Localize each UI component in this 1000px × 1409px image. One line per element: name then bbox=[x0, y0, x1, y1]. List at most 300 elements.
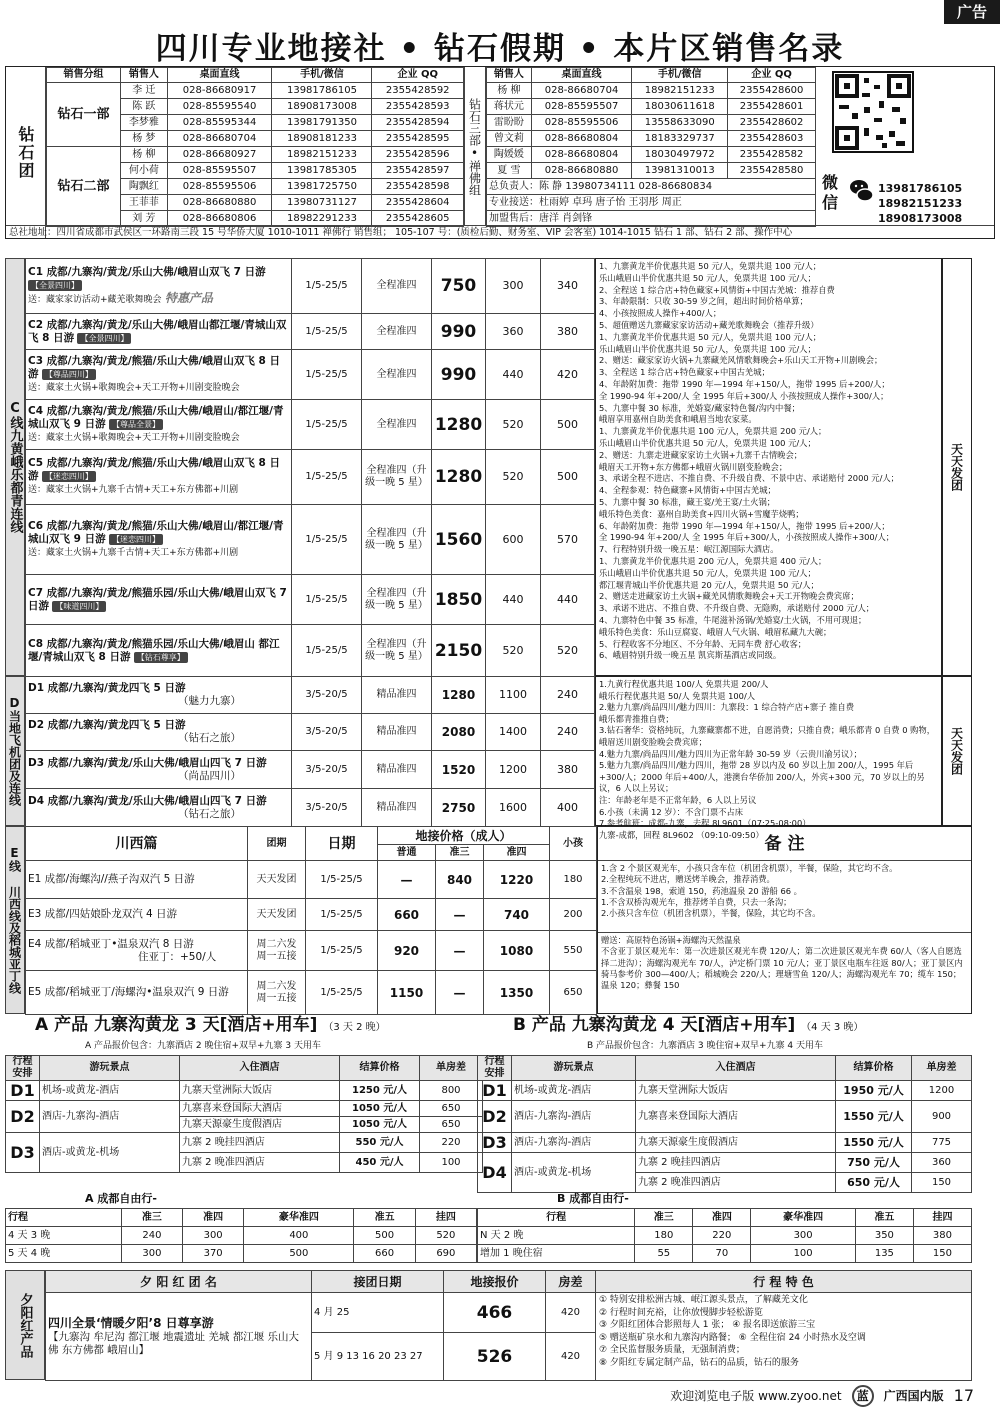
col-head: 企业 QQ bbox=[728, 68, 816, 83]
note-line: 2、赠送：藏家家访火锅+九寨藏羌风情歌舞晚会+乐山天工开物+川剧晚会； bbox=[599, 355, 883, 366]
b-product-title: B 产品 九寨沟黄龙 4 天[酒店+用车] bbox=[513, 1015, 796, 1035]
group-label: 钻石一部 bbox=[47, 83, 121, 147]
free-head: 挂四 bbox=[913, 1209, 971, 1227]
route-standard: 精品准四 bbox=[362, 714, 432, 751]
c-section-table bbox=[25, 258, 595, 676]
note-line: 6、峨眉特别升级一晚五星 凯宾斯基酒店或同级。 bbox=[599, 650, 782, 661]
route-date: 3/5-20/5 bbox=[292, 714, 362, 751]
price-kid: 650 bbox=[550, 971, 597, 1015]
after-sales-line: 加盟售后：唐洋 肖剑锋 bbox=[487, 211, 816, 227]
route-standard: 全程准四 bbox=[362, 400, 432, 450]
note-line: 1.不含双桥沟观光车，推荐烤羊自费，只去一条沟； bbox=[601, 896, 792, 907]
day-label: D3 bbox=[6, 1133, 40, 1173]
sales-qq: 2355428595 bbox=[372, 131, 464, 147]
col-head: 手机/微信 bbox=[632, 68, 728, 83]
sales-phone: 028-86680804 bbox=[531, 147, 632, 163]
sales-mobile: 13981785305 bbox=[272, 163, 372, 179]
sales-side-label: 钻石团 bbox=[6, 67, 46, 238]
hotel: 九寨 2 晚挂四酒店 bbox=[636, 1153, 836, 1173]
hotel: 九寨 2 晚挂四酒店 bbox=[180, 1133, 340, 1153]
route-date: 1/5-25/5 bbox=[306, 931, 378, 971]
free-a-title: A 成都自由行- bbox=[85, 1192, 157, 1205]
price-adult: 750 bbox=[432, 259, 486, 314]
room-diff: 100 bbox=[420, 1153, 483, 1173]
note-line: 3.不含温泉 198，索道 150，药池温泉 20 游船 66 。 bbox=[601, 885, 802, 896]
d-section-table bbox=[25, 676, 595, 826]
route-date: 1/5-25/5 bbox=[292, 350, 362, 400]
note-line: 1.九黄行程优惠共退 100/人 免票共退 200/人 bbox=[599, 679, 769, 689]
spot: 酒店-九寨沟-酒店 bbox=[512, 1101, 636, 1133]
route-name: C8 成都/九寨沟/黄龙/熊猫乐园/乐山大佛/峨眉山 都江堰/青城山双飞 8 日游 bbox=[28, 637, 280, 663]
sales-phone: 028-85595506 bbox=[167, 179, 272, 195]
sales-phone: 028-86680880 bbox=[531, 163, 632, 179]
route-name: C2 成都/九寨沟/黄龙/乐山大佛/峨眉山都江堰/青城山双飞 8 日游 bbox=[28, 318, 287, 344]
sunset-head: 接团日期 bbox=[312, 1271, 444, 1293]
spot: 酒店-或黄龙-机场 bbox=[40, 1133, 180, 1173]
price-adult: 1280 bbox=[432, 450, 486, 505]
b-head: 入住酒店 bbox=[636, 1056, 836, 1081]
price-extra: 500 bbox=[541, 400, 595, 450]
free-cell: 520 bbox=[415, 1227, 476, 1245]
free-head: 豪华准四 bbox=[244, 1209, 354, 1227]
price-child: 600 bbox=[486, 505, 541, 575]
route-standard: 全程准四（升级一晚 5 星） bbox=[362, 450, 432, 505]
note-line: 峨眉享用嘉州自助美食和峨眉当地农家菜。 bbox=[599, 414, 757, 425]
note-line: 6、年龄附加费：拖带 1990 年—1994 年+150/人，拖带 1995 后+200/人； bbox=[599, 520, 890, 531]
day-label: D1 bbox=[478, 1081, 512, 1101]
footer bbox=[0, 1382, 1000, 1409]
route-date: 1/5-25/5 bbox=[292, 575, 362, 625]
sales-mobile: 13980731127 bbox=[272, 195, 372, 211]
price-adult: 990 bbox=[432, 350, 486, 400]
sales-mobile: 13981786105 bbox=[272, 83, 372, 99]
note-line: 4、全程参观：特色藏寨+风情街+中国古羌城； bbox=[599, 485, 776, 496]
sunset-price: 466 bbox=[444, 1293, 546, 1333]
free-cell: 100 bbox=[751, 1245, 855, 1263]
e-head-price: 地接价格（成人） bbox=[378, 827, 550, 845]
route-standard: 全程准四 bbox=[362, 350, 432, 400]
sales-name: 何小荷 bbox=[121, 163, 168, 179]
sales-name: 陶媛媛 bbox=[487, 147, 532, 163]
sales-phone: 028-86680880 bbox=[167, 195, 272, 211]
room-diff: 650 bbox=[420, 1101, 483, 1117]
note-line: 1、九寨黄龙半价优惠共退 100 元/人，免票共退 200 元/人； bbox=[599, 426, 827, 437]
e-head-kid: 小孩 bbox=[550, 827, 597, 861]
price-q3: 840 bbox=[436, 861, 484, 899]
hotel: 九寨 2 晚准四酒店 bbox=[636, 1173, 836, 1193]
sales-phone: 028-85595507 bbox=[531, 99, 632, 115]
wechat-label: 微信 bbox=[822, 173, 839, 212]
route-name: C7 成都/九寨沟/黄龙/熊猫乐园/乐山大佛/峨眉山双飞 7 日游 bbox=[28, 586, 287, 612]
route-name: D2 成都/九寨沟/黄龙四飞 5 日游 bbox=[28, 719, 186, 731]
room-diff: 775 bbox=[912, 1133, 972, 1153]
free-cell: 5 天 4 晚 bbox=[6, 1245, 122, 1263]
sales-mobile: 18982151233 bbox=[272, 147, 372, 163]
price-normal: 920 bbox=[378, 931, 436, 971]
d-section-label: D当地飞机团及连线 bbox=[5, 676, 25, 826]
note-line: 峨眉天工开物+东方佛都+峨眉火锅川剧变脸晚会； bbox=[599, 461, 788, 472]
price-q3: — bbox=[436, 899, 484, 931]
a-head: 入住酒店 bbox=[180, 1056, 340, 1081]
note-line: 乐山峨眉山半价优惠共退 50 元/人，免票共退 100 元/人； bbox=[599, 272, 816, 283]
hotel: 九寨喜来登国际大酒店 bbox=[180, 1101, 340, 1117]
d-daily-label: 天天发团 bbox=[942, 676, 972, 826]
b-head: 行程安排 bbox=[478, 1056, 512, 1081]
sunset-date: 5 月 9 13 16 20 23 27 bbox=[312, 1333, 444, 1381]
free-cell: 增加 1 晚住宿 bbox=[478, 1245, 635, 1263]
sales-phone: 028-86680927 bbox=[167, 147, 272, 163]
price-extra: 440 bbox=[541, 575, 595, 625]
sales-phone: 028-85595507 bbox=[167, 163, 272, 179]
day-label: D1 bbox=[6, 1081, 40, 1101]
price-extra: 240 bbox=[541, 677, 595, 714]
price-child: 1600 bbox=[486, 789, 541, 827]
price-extra: 240 bbox=[541, 714, 595, 751]
price-adult: 2150 bbox=[432, 625, 486, 677]
sunset-diff: 420 bbox=[546, 1333, 596, 1381]
route-group: 周二六发 周一五接 bbox=[248, 931, 306, 971]
route-group: 天天发团 bbox=[248, 899, 306, 931]
note-line: 全 1990-94 年+200/人 全 1995 年后+300/人，小孩按照成人操作+300/人； bbox=[599, 532, 895, 543]
route-name: D1 成都/九寨沟/黄龙四飞 5 日游 bbox=[28, 682, 186, 694]
reception-line: 专业接送：杜雨婷 卓玛 唐子怡 王羽彤 周正 bbox=[487, 195, 816, 211]
route-standard: 精品准四 bbox=[362, 789, 432, 827]
sunset-table bbox=[45, 1270, 972, 1380]
price-q4: 1220 bbox=[484, 861, 550, 899]
free-cell: 380 bbox=[913, 1227, 971, 1245]
price-adult: 990 bbox=[432, 314, 486, 350]
sales-qq: 2355428596 bbox=[372, 147, 464, 163]
col-head: 销售分组 bbox=[47, 68, 121, 83]
route-badge: 【味道四川】 bbox=[52, 601, 106, 612]
sales-mobile: 18908181233 bbox=[272, 131, 372, 147]
sales-phone: 028-86680704 bbox=[167, 131, 272, 147]
note-line: 峨乐行程优惠共退 50/人 免票共退 100/人 bbox=[599, 690, 756, 701]
sales-mobile: 13981310013 bbox=[632, 163, 728, 179]
free-cell: 180 bbox=[635, 1227, 693, 1245]
route-date: 3/5-20/5 bbox=[292, 751, 362, 789]
sales-qq: 2355428580 bbox=[728, 163, 816, 179]
hotel: 九寨 2 晚准四酒店 bbox=[180, 1153, 340, 1173]
note-line: 4、小孩按照成人操作+400/人； bbox=[599, 308, 722, 319]
note-line: 都江堰青城山半价优惠共退 20 元/人，免票共退 50 元/人； bbox=[599, 579, 819, 590]
sunset-diff: 420 bbox=[546, 1293, 596, 1333]
note-line: 2、赠送走进藏家访土火锅+藏羌风情歌舞晚会+天工开物晚会费宾席； bbox=[599, 591, 859, 602]
day-label: D2 bbox=[6, 1101, 40, 1133]
wechat-number: 13981786105 bbox=[878, 182, 963, 195]
c-section-notes bbox=[595, 258, 942, 676]
sunset-tour-name: 四川全景‘情暖夕阳’8 日尊享游 bbox=[48, 1315, 214, 1330]
sales-mobile: 18183329737 bbox=[632, 131, 728, 147]
price-child: 300 bbox=[486, 259, 541, 314]
price-adult: 1280 bbox=[432, 677, 486, 714]
room-diff: 650 bbox=[420, 1117, 483, 1133]
price-q3: — bbox=[436, 931, 484, 971]
room-diff: 220 bbox=[420, 1133, 483, 1153]
route-name: C1 成都/九寨沟/黄龙/乐山大佛/峨眉山双飞 7 日游 bbox=[28, 265, 266, 278]
route-name: D4 成都/九寨沟/黄龙/乐山大佛/峨眉山四飞 7 日游 bbox=[28, 794, 267, 807]
b-product bbox=[477, 1014, 972, 1189]
route-group: 天天发团 bbox=[248, 861, 306, 899]
free-cell: 135 bbox=[855, 1245, 913, 1263]
sales-mobile: 13981725750 bbox=[272, 179, 372, 195]
sunset-head: 行 程 特 色 bbox=[596, 1271, 972, 1293]
free-cell: 350 bbox=[855, 1227, 913, 1245]
ad-label: 广告 bbox=[944, 0, 1000, 24]
route-bonus: 送：藏家家访活动+藏羌歌舞晚会 bbox=[28, 294, 162, 305]
price-extra: 570 bbox=[541, 505, 595, 575]
route-badge: 【迷恋四川】 bbox=[42, 471, 96, 482]
note-line: 2、全程送 1 综合店+特色藏家+风情街+中国古羌城：推荐自费 bbox=[599, 284, 835, 295]
sales-phone: 028-85595344 bbox=[167, 115, 272, 131]
e-head-normal: 普通 bbox=[378, 845, 436, 861]
b-head: 单房差 bbox=[912, 1056, 972, 1081]
note-line: 3、承诺全程不进店、不推自费、不升级自费、不景中店、承诺赔付 2000 元/人； bbox=[599, 473, 899, 484]
col-head: 销售人 bbox=[487, 68, 532, 83]
route-badge: 【钻石尊享】 bbox=[134, 652, 188, 663]
settle-price: 1050 元/人 bbox=[340, 1101, 420, 1117]
route-name: E1 成都/海螺沟//燕子沟双汽 5 日游 bbox=[26, 861, 248, 899]
note-line: 乐山峨眉山半价优惠共退 50 元/人，免票共退 100 元/人； bbox=[599, 437, 816, 448]
a-product bbox=[5, 1014, 483, 1184]
price-extra: 400 bbox=[541, 789, 595, 827]
free-cell: 220 bbox=[693, 1227, 751, 1245]
col-head: 桌面直线 bbox=[167, 68, 272, 83]
sunset-route: 【九寨沟 牟尼沟 都江堰 地震遗址 羌城 都江堰 乐山大佛 东方佛都 峨眉山】 bbox=[48, 1330, 300, 1356]
spot: 酒店-或黄龙-机场 bbox=[512, 1153, 636, 1193]
sales-table-right bbox=[486, 67, 816, 227]
price-extra: 340 bbox=[541, 259, 595, 314]
e-head-cat: 川西篇 bbox=[26, 827, 248, 861]
e-section-label: E线 川西线及稻城亚丁线 bbox=[5, 826, 25, 1014]
price-child: 1400 bbox=[486, 714, 541, 751]
page-title: 四川专业地接社 • 钻石假期 • 本片区销售名录 bbox=[155, 31, 845, 67]
c-daily-label: 天天发团 bbox=[942, 258, 972, 676]
free-cell: 55 bbox=[635, 1245, 693, 1263]
footer-edition: 广西国内版 bbox=[883, 1389, 944, 1403]
route-date: 1/5-25/5 bbox=[292, 259, 362, 314]
settle-price: 550 元/人 bbox=[340, 1133, 420, 1153]
free-cell: 70 bbox=[693, 1245, 751, 1263]
note-line: 1、九寨黄龙半价优惠共退 50 元/人，免票共退 100 元/人； bbox=[599, 331, 822, 342]
free-cell: 660 bbox=[354, 1245, 415, 1263]
note-line: 1.含 2 个景区观光车，小孩只含车位（机团含机票），半餐，保险，其它均不含。 bbox=[601, 863, 898, 873]
route-name: C6 成都/九寨沟/黄龙/熊猫/乐山大佛/峨眉山/都江堰/青城山双飞 9 日游 bbox=[28, 519, 284, 545]
free-cell: 400 bbox=[244, 1227, 354, 1245]
sales-qq: 2355428597 bbox=[372, 163, 464, 179]
sales-qq: 2355428605 bbox=[372, 211, 464, 227]
free-head: 豪华准四 bbox=[751, 1209, 855, 1227]
sunset-head: 地接报价 bbox=[444, 1271, 546, 1293]
note-line: 3.钻石奢华：资格纯玩，九寨藏寨都不进，自愿消费；只推自费；峨乐都青 0 自费 0 购物，峨眉送川剧变脸晚会费宾席； bbox=[599, 725, 936, 747]
col-head: 桌面直线 bbox=[531, 68, 632, 83]
sales-name: 杨 梦 bbox=[121, 131, 168, 147]
a-product-includes: A 产品报价包含：九寨酒店 2 晚住宿+双早+九寨 3 天用车 bbox=[85, 1041, 321, 1051]
route-bonus: 送：藏家土火锅+歌舞晚会+天工开物+川剧变脸晚会 bbox=[28, 382, 240, 393]
note-line: 九寨-成都，回程 8L9602 （09:10-09:50） bbox=[599, 829, 764, 840]
price-kid: 180 bbox=[550, 861, 597, 899]
room-diff: 360 bbox=[912, 1153, 972, 1173]
sales-name: 杨 柳 bbox=[487, 83, 532, 99]
note-line: 2.小孩只含车位（机团含机票），半餐，保险，其它均不含。 bbox=[601, 908, 821, 919]
sales-name: 王菲菲 bbox=[121, 195, 168, 211]
note-line: 5、九寨中餐 30 标准，藏王宴/羌王宴/土火锅； bbox=[599, 496, 776, 507]
sales-qq: 2355428594 bbox=[372, 115, 464, 131]
sales-qq: 2355428602 bbox=[728, 115, 816, 131]
note-line: 2、赠送：九寨走进藏家家访土火锅+九寨千古情晚会； bbox=[599, 449, 803, 460]
day-label: D4 bbox=[478, 1153, 512, 1193]
d-section-notes bbox=[595, 676, 942, 840]
note-line: 不含亚丁景区观光车：第一次进景区观光车费 120/人；第二次进景区观光车费 60/人（客人自愿选择二进沟）；海螺沟观光车 70/人，泸定桥门票 10 元/人；亚丁景区电瓶车往返 80/人；亚丁景区内骑马参考价 300—400/人；稻城晚会 220/人；理塘雪鱼 120/人；海螺沟观光车 70；缆车 150；温泉 120；彝餐 150 bbox=[601, 946, 963, 991]
note-line: 6.小孩（未满 12 岁）：不含门票不占床 bbox=[599, 806, 744, 817]
sales-mobile: 18030497972 bbox=[632, 147, 728, 163]
note-line: 7、行程特别升级一晚五星：岷江源国际大酒店。 bbox=[599, 544, 779, 555]
route-name: D3 成都/九寨沟/黄龙/乐山大佛/峨眉山四飞 7 日游 bbox=[28, 756, 267, 769]
sales-phone: 028-86680804 bbox=[531, 131, 632, 147]
route-name: C3 成都/九寨沟/黄龙/熊猫/乐山大佛/峨眉山双飞 8 日游 bbox=[28, 354, 280, 380]
route-name: E4 成都/稻城亚丁•温泉双汽 8 日游 bbox=[28, 937, 194, 950]
day-label: D2 bbox=[478, 1101, 512, 1133]
a-product-sub: （3 天 2 晚） bbox=[323, 1022, 386, 1033]
note-line: 5、超值赠送九寨藏家家访活动+藏羌歌舞晚会（推荐升级） bbox=[599, 319, 819, 330]
price-child: 520 bbox=[486, 625, 541, 677]
note-line: 峨乐特色美食：嘉州自助美食+四川火锅+雪魔芋烧鸭； bbox=[599, 508, 804, 519]
route-date: 1/5-25/5 bbox=[292, 450, 362, 505]
route-standard: 全程准四（升级一晚 5 星） bbox=[362, 505, 432, 575]
hotel: 九寨天堂洲际大饭店 bbox=[180, 1081, 340, 1101]
free-cell: 150 bbox=[913, 1245, 971, 1263]
sunset-head: 夕 阳 红 团 名 bbox=[46, 1271, 312, 1293]
route-name: E3 成都/四姑娘卧龙双汽 4 日游 bbox=[26, 899, 248, 931]
sales-phone: 028-86680704 bbox=[531, 83, 632, 99]
price-child: 1200 bbox=[486, 751, 541, 789]
price-adult: 1560 bbox=[432, 505, 486, 575]
col-head: 企业 QQ bbox=[372, 68, 464, 83]
free-head: 准四 bbox=[183, 1209, 244, 1227]
price-kid: 200 bbox=[550, 899, 597, 931]
manager-line: 总负责人：陈 静 13980734111 028-86680834 bbox=[487, 179, 816, 195]
price-child: 440 bbox=[486, 575, 541, 625]
price-normal: 660 bbox=[378, 899, 436, 931]
note-line: 4.魅力九寨/尚品四川/魅力四川为正常年龄 30-59 岁（云贵川渝另议）； bbox=[599, 748, 862, 759]
sales-directory bbox=[5, 66, 995, 239]
route-bonus: 送：藏家土火锅+九寨千古情+天工+东方佛都+川剧 bbox=[28, 485, 239, 495]
route-date: 1/5-25/5 bbox=[306, 861, 378, 899]
route-standard: 全程准四（升级一晚 5 星） bbox=[362, 625, 432, 677]
sales-qq: 2355428598 bbox=[372, 179, 464, 195]
route-badge: 【尊品全景】 bbox=[109, 419, 163, 430]
note-line: 乐山峨眉山半价优惠共退 50 元/人，免票共退 100 元/人； bbox=[599, 567, 816, 578]
price-normal: — bbox=[378, 861, 436, 899]
price-child: 520 bbox=[486, 450, 541, 505]
day-label: D3 bbox=[478, 1133, 512, 1153]
room-diff: 1200 bbox=[912, 1081, 972, 1101]
sales-table-left bbox=[46, 67, 464, 227]
sales-name: 蒋状元 bbox=[487, 99, 532, 115]
e-head-date: 日期 bbox=[306, 827, 378, 861]
sunset-price: 526 bbox=[444, 1333, 546, 1381]
sunset-label: 夕阳红产品 bbox=[5, 1270, 45, 1380]
price-child: 440 bbox=[486, 350, 541, 400]
settle-price: 1050 元/人 bbox=[340, 1117, 420, 1133]
sunset-head: 房差 bbox=[546, 1271, 596, 1293]
price-child: 520 bbox=[486, 400, 541, 450]
price-normal: 1150 bbox=[378, 971, 436, 1015]
route-bonus: 送：藏家土火锅+九寨千古情+天工+东方佛都+川剧 bbox=[28, 547, 239, 558]
note-line: 峨乐都青推推自费； bbox=[599, 713, 674, 724]
route-badge: 【尊品四川】 bbox=[42, 369, 96, 380]
room-diff: 150 bbox=[912, 1173, 972, 1193]
wechat-numbers bbox=[878, 181, 962, 226]
settle-price: 1550 元/人 bbox=[836, 1101, 912, 1133]
footer-site[interactable]: 欢迎浏览电子版 www.zyoo.net bbox=[670, 1389, 842, 1403]
a-head: 结算价格 bbox=[340, 1056, 420, 1081]
free-head: 准五 bbox=[855, 1209, 913, 1227]
route-badge: 【迷恋四川】 bbox=[109, 534, 163, 545]
sales-name: 李 迁 bbox=[121, 83, 168, 99]
col-head: 手机/微信 bbox=[272, 68, 372, 83]
e-head-q4: 准四 bbox=[484, 845, 550, 861]
qr-code-icon bbox=[832, 71, 914, 153]
feature-line: ⑧ 夕阳红专属定制产品，钻石的品质，钻石的服务 bbox=[599, 1357, 799, 1368]
price-q3: — bbox=[436, 971, 484, 1015]
sales-mobile: 13981791350 bbox=[272, 115, 372, 131]
col-head: 销售人 bbox=[121, 68, 168, 83]
spot: 机场-或黄龙-酒店 bbox=[40, 1081, 180, 1101]
sales-name: 曾文莉 bbox=[487, 131, 532, 147]
note-line: 3、全程送 1 综合店+特色藏家+中国古羌城； bbox=[599, 367, 770, 378]
route-standard: 全程准四 bbox=[362, 259, 432, 314]
route-tag: （尚品四川） bbox=[178, 769, 241, 782]
a-head: 游玩景点 bbox=[40, 1056, 180, 1081]
b-head: 结算价格 bbox=[836, 1056, 912, 1081]
settle-price: 1950 元/人 bbox=[836, 1081, 912, 1101]
sales-mobile: 18982291233 bbox=[272, 211, 372, 227]
note-line: 1、九寨黄龙半价优惠共退 200 元/人，免票共退 400 元/人； bbox=[599, 555, 827, 566]
sales-name: 刘 芳 bbox=[121, 211, 168, 227]
hotel: 九寨天源豪生度假酒店 bbox=[636, 1133, 836, 1153]
feature-line: ② 行程时间充裕，让你放慢脚步轻松游览 bbox=[599, 1307, 763, 1318]
settle-price: 450 元/人 bbox=[340, 1153, 420, 1173]
price-child: 360 bbox=[486, 314, 541, 350]
price-extra: 500 bbox=[541, 450, 595, 505]
route-standard: 全程准四（升级一晚 5 星） bbox=[362, 575, 432, 625]
price-extra: 520 bbox=[541, 625, 595, 677]
price-kid: 550 bbox=[550, 931, 597, 971]
route-tag: （钻石之旅） bbox=[178, 732, 241, 744]
room-diff: 800 bbox=[420, 1081, 483, 1101]
feature-line: ③ 夕阳红团体合影照每人 1 张； ④ 报名即送旅游三宝 bbox=[599, 1320, 816, 1330]
settle-price: 1550 元/人 bbox=[836, 1133, 912, 1153]
route-date: 1/5-25/5 bbox=[292, 314, 362, 350]
note-line: 4、九寨特色中餐 35 标准，牛尾滋补汤锅/羌婚宴/土火锅，不用可现退； bbox=[599, 614, 867, 625]
free-b-title: B 成都自由行- bbox=[557, 1192, 629, 1205]
remark-heading: 备 注 bbox=[598, 827, 971, 861]
hotel: 九寨天源豪生度假酒店 bbox=[180, 1117, 340, 1133]
e-section-notes bbox=[597, 826, 972, 1014]
free-cell: 370 bbox=[183, 1245, 244, 1263]
hotel: 九寨喜来登国际大酒店 bbox=[636, 1101, 836, 1133]
settle-price: 750 元/人 bbox=[836, 1153, 912, 1173]
note-line: 3、年龄限制：只收 30-59 岁之间，超出时间价格单算； bbox=[599, 296, 808, 307]
sales-mobile: 18982151233 bbox=[632, 83, 728, 99]
free-travel-b bbox=[477, 1190, 972, 1263]
route-date: 1/5-25/5 bbox=[306, 899, 378, 931]
wechat-number: 18908173008 bbox=[878, 212, 963, 225]
sales-qq: 2355428593 bbox=[372, 99, 464, 115]
price-q4: 1350 bbox=[484, 971, 550, 1015]
note-line: 2.全程纯玩不进店，赠送烤羊晚会，推荐消费。 bbox=[601, 874, 775, 885]
